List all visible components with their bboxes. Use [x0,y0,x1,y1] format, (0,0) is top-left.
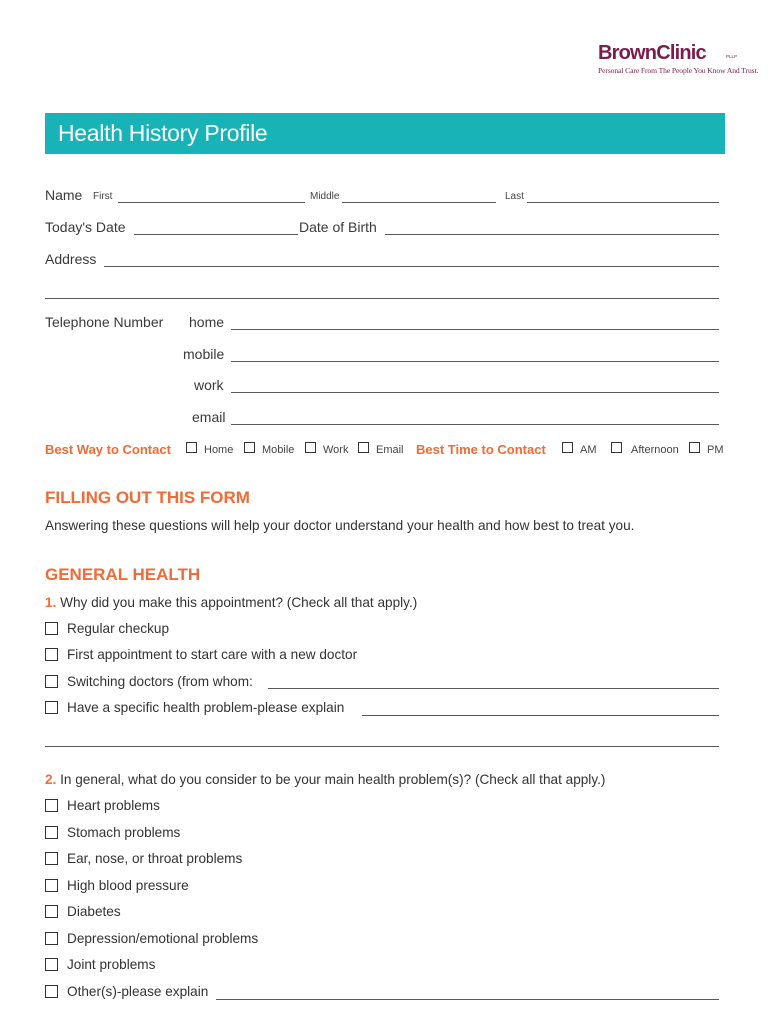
q2-option-3-checkbox[interactable] [45,852,58,865]
contact-mobile-label: Mobile [262,444,295,456]
q2-option-8-checkbox[interactable] [45,985,58,998]
home-phone-label: home [189,314,225,330]
middle-name-label: Middle [310,191,340,202]
work-phone-label: work [194,377,224,393]
q1-explain-field[interactable] [362,715,719,716]
q2-option-1-checkbox[interactable] [45,799,58,812]
q1-option-1-label: Regular checkup [67,621,170,636]
time-am-checkbox[interactable] [562,442,573,453]
q1-explain-field-2[interactable] [45,746,719,747]
filling-heading: FILLING OUT THIS FORM [45,488,250,507]
q2-option-6-label: Depression/emotional problems [67,931,259,946]
last-name-field[interactable] [527,202,719,203]
q2-option-3-label: Ear, nose, or throat problems [67,851,243,866]
mobile-phone-field[interactable] [231,361,719,362]
time-afternoon-checkbox[interactable] [611,442,622,453]
q2-option-4-checkbox[interactable] [45,879,58,892]
q2-option-8-label: Other(s)-please explain [67,984,209,999]
dob-label: Date of Birth [299,219,377,235]
q2-option-7-checkbox[interactable] [45,958,58,971]
contact-email-checkbox[interactable] [358,442,369,453]
work-phone-field[interactable] [231,392,719,393]
q1-option-3-label: Switching doctors (from whom: [67,674,253,689]
question-1-text: Why did you make this appointment? (Check all that apply.) [60,595,418,610]
logo-brown: Brown [598,42,657,64]
q2-option-2-checkbox[interactable] [45,826,58,839]
q1-option-4-label: Have a specific health problem-please explain [67,700,345,715]
last-name-label: Last [505,191,524,202]
contact-home-checkbox[interactable] [186,442,197,453]
q2-explain-field[interactable] [216,999,719,1000]
q2-option-1-label: Heart problems [67,798,160,813]
question-2-text: In general, what do you consider to be your main health problem(s)? (Check all that apply.) [60,772,606,787]
telephone-label: Telephone Number [45,314,164,330]
logo-tagline: Personal Care From The People You Know And Trust. [598,66,759,75]
time-am-label: AM [580,444,597,456]
logo-wordmark [598,42,706,64]
contact-work-checkbox[interactable] [305,442,316,453]
address-field-2[interactable] [45,298,719,299]
page-title: Health History Profile [58,120,268,146]
q1-option-1-checkbox[interactable] [45,622,58,635]
name-label: Name [45,187,83,203]
first-name-field[interactable] [118,202,305,203]
best-time-label: Best Time to Contact [416,442,546,457]
q1-option-4-checkbox[interactable] [45,701,58,714]
title-banner [45,113,725,154]
q2-option-2-label: Stomach problems [67,825,181,840]
question-2-number: 2. [45,772,57,787]
q2-option-7-label: Joint problems [67,957,156,972]
contact-email-label: Email [376,444,404,456]
question-1 [45,595,417,610]
q1-option-2-label: First appointment to start care with a new doctor [67,647,358,662]
q2-option-5-label: Diabetes [67,904,121,919]
home-phone-field[interactable] [231,329,719,330]
contact-mobile-checkbox[interactable] [244,442,255,453]
time-pm-label: PM [707,444,724,456]
todays-date-label: Today's Date [45,219,126,235]
logo-clinic: Clinic [656,42,706,64]
first-name-label: First [93,191,113,202]
contact-home-label: Home [204,444,234,456]
mobile-phone-label: mobile [183,346,225,362]
todays-date-field[interactable] [134,234,298,235]
logo-pllp: PLLP [726,54,738,59]
question-2 [45,772,605,787]
address-field-1[interactable] [104,266,719,267]
general-health-heading: GENERAL HEALTH [45,565,201,584]
q1-option-3-checkbox[interactable] [45,675,58,688]
dob-field[interactable] [385,234,719,235]
q1-option-2-checkbox[interactable] [45,648,58,661]
q2-option-4-label: High blood pressure [67,878,189,893]
best-way-label: Best Way to Contact [45,442,171,457]
middle-name-field[interactable] [342,202,496,203]
question-1-number: 1. [45,595,57,610]
email-label: email [192,409,226,425]
brown-clinic-logo [598,42,759,82]
filling-text: Answering these questions will help your doctor understand your health and how best to treat you. [45,518,635,533]
q2-option-5-checkbox[interactable] [45,905,58,918]
q1-previous-doctor-field[interactable] [268,688,719,689]
address-label: Address [45,251,97,267]
contact-work-label: Work [323,444,349,456]
q2-option-6-checkbox[interactable] [45,932,58,945]
email-field[interactable] [231,424,719,425]
time-pm-checkbox[interactable] [689,442,700,453]
time-afternoon-label: Afternoon [631,444,679,456]
